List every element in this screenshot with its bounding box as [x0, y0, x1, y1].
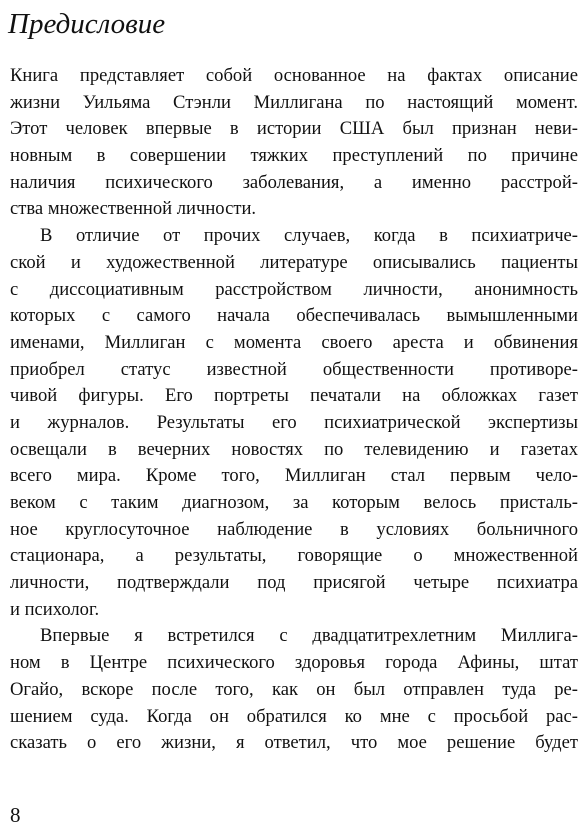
page-number: 8: [10, 803, 21, 827]
text-line: ном в Центре психического здоровья города Афины, штат: [10, 652, 578, 674]
text-line: Книга представляет собой основанное на фактах описание: [10, 65, 578, 86]
text-line: ства множественной личности.: [10, 198, 257, 220]
text-line: с диссоциативным расстройством личности, анонимность: [10, 278, 578, 300]
text-line: которых с самого начала обеспечивалась вымышленными: [10, 305, 578, 327]
text-line: Этот человек впервые в истории США был признан неви-: [10, 118, 578, 140]
text-line: стационара, а результаты, говорящие о множественной: [10, 545, 578, 567]
text-line: именами, Миллиган с момента своего ареста и обвинения: [10, 331, 578, 353]
text-line: наличия психического заболевания, а именно расстрой-: [10, 171, 578, 193]
text-line: чивой фигуры. Его портреты печатали на обложках газет: [10, 385, 578, 407]
body-text: [10, 63, 578, 757]
text-line: ской и художественной литературе описывались пациенты: [10, 251, 578, 273]
text-line: освещали в вечерних новостях по телевидению и газетах: [10, 438, 578, 460]
text-line: новным в совершении тяжких преступлений по причине: [10, 145, 578, 167]
text-line: Впервые я встретился с двадцатитрехлетним Миллига-: [40, 625, 578, 647]
text-line: шением суда. Когда он обратился ко мне с просьбой рас-: [10, 705, 578, 727]
text-line: личности, подтверждали под присягой четыре психиатра: [10, 572, 578, 594]
text-line: жизни Уильяма Стэнли Миллигана по настоящий момент.: [10, 91, 578, 113]
text-line: приобрел статус известной общественности противоре-: [10, 358, 578, 380]
text-line: В отличие от прочих случаев, когда в психиатриче-: [40, 225, 578, 247]
text-line: и психолог.: [10, 598, 100, 620]
text-line: сказать о его жизни, я ответил, что мое решение будет: [10, 732, 578, 754]
chapter-heading: Предисловие: [8, 8, 166, 40]
text-line: веком с таким диагнозом, за которым велось присталь-: [10, 492, 578, 513]
text-line: всего мира. Кроме того, Миллиган стал первым чело-: [10, 465, 578, 487]
text-line: Огайо, вскоре после того, как он был отправлен туда ре-: [10, 678, 578, 700]
text-line: и журналов. Результаты его психиатрической экспертизы: [10, 411, 578, 433]
text-line: ное круглосуточное наблюдение в условиях больничного: [10, 518, 578, 540]
